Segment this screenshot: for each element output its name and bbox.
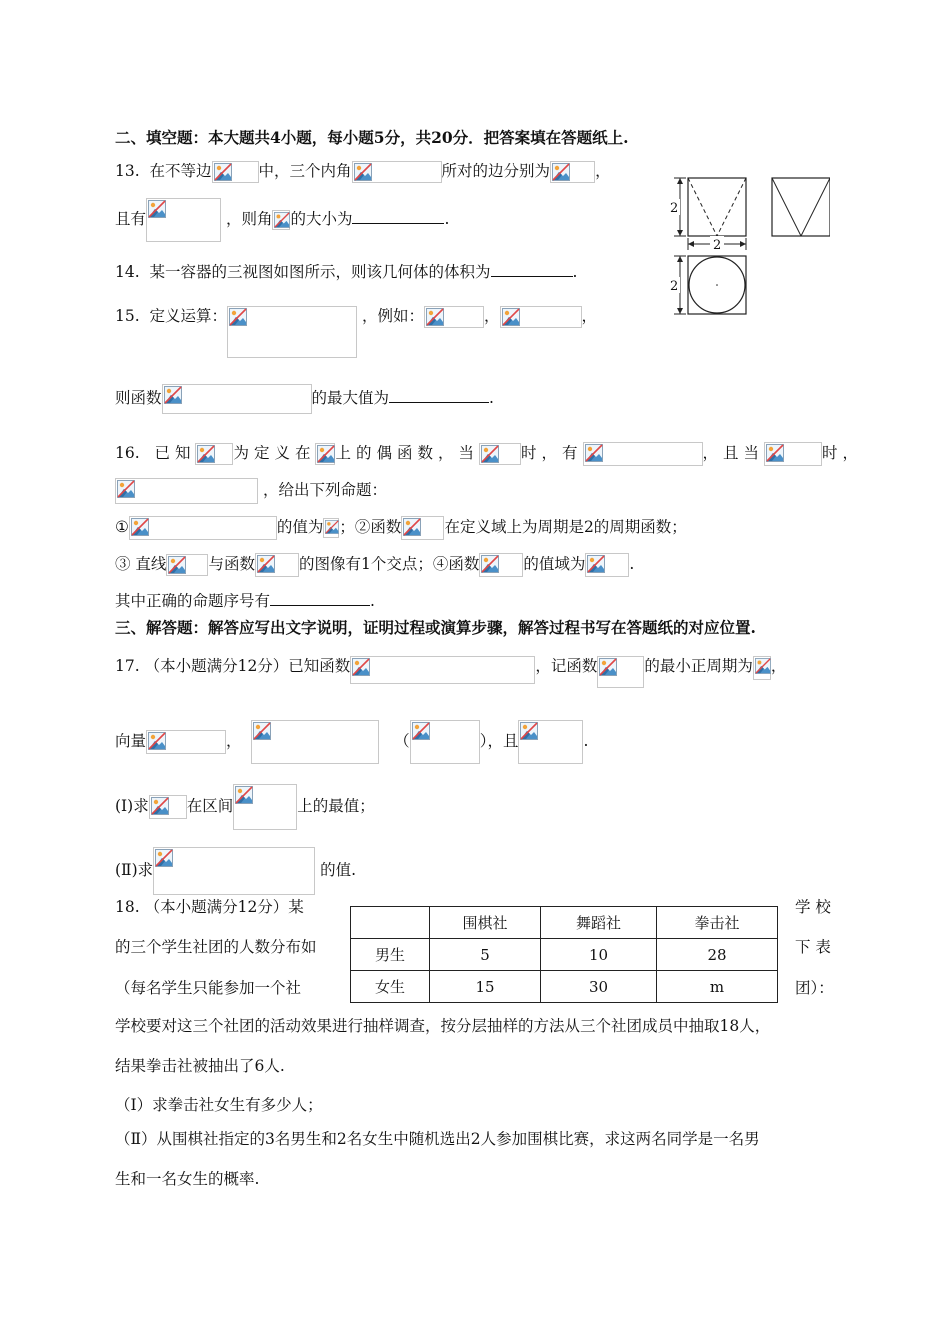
q16-text: . <box>370 592 375 610</box>
q16-text: 上的偶函数，当 <box>335 444 479 462</box>
q17-text: ， <box>226 732 242 750</box>
question-18-line-2: 的三个学生社团的人数分布如 <box>115 938 317 956</box>
table-header-cell: 拳击社 <box>657 907 778 939</box>
formula-image-icon <box>195 443 233 465</box>
question-15-line-1 <box>115 306 597 358</box>
q17-text: (Ⅱ)求 <box>115 861 154 879</box>
question-18-line-5: 结果拳击社被抽出了6人. <box>115 1057 285 1075</box>
three-view-figure <box>660 170 830 320</box>
table-cell: 10 <box>541 939 657 971</box>
q16-text: 时， <box>822 444 864 462</box>
formula-image-icon <box>115 478 258 504</box>
q17-text: 的最小正周期为 <box>644 657 753 675</box>
table-cell: m <box>657 971 778 1003</box>
q13-number: 13. <box>115 162 140 180</box>
q17-text: 向量 <box>115 732 147 750</box>
q16-text: 时，有 <box>520 444 583 462</box>
question-16-answer-line <box>115 589 375 611</box>
formula-image-icon <box>166 554 208 576</box>
formula-image-icon <box>597 656 644 688</box>
formula-image-icon <box>323 518 339 538</box>
question-18-line-3-right: 团）： <box>795 979 834 997</box>
table-cell: 30 <box>541 971 657 1003</box>
formula-image-icon <box>753 656 771 680</box>
section-2-heading: 二、填空题：本大题共4小题，每小题5分，共20分．把答案填在答题纸上. <box>115 128 629 147</box>
question-18-line-1-right: 学 校 <box>795 898 831 916</box>
formula-image-icon <box>518 720 583 764</box>
q17-text: . <box>583 732 589 750</box>
table-row <box>351 971 778 1003</box>
top-height-dimension: 2 <box>670 279 679 294</box>
q17-text: 17. （本小题满分12分）已知函数 <box>115 657 351 675</box>
table-cell: 男生 <box>351 939 430 971</box>
question-17-part-1 <box>115 784 375 830</box>
answer-blank[interactable] <box>389 386 489 403</box>
q17-text: （ <box>394 732 410 750</box>
question-18-line-3: （每名学生只能参加一个社 <box>115 979 302 997</box>
q13-text: . <box>444 210 450 228</box>
question-18-part-2-line-2: 生和一名女生的概率. <box>115 1170 260 1188</box>
q16-text: 在定义域上为周期是2的周期函数； <box>444 518 687 536</box>
table-header-cell <box>351 907 430 939</box>
formula-image-icon <box>550 161 595 183</box>
formula-image-icon <box>251 720 379 764</box>
answer-blank[interactable] <box>270 589 370 606</box>
question-14 <box>115 260 577 282</box>
table-header-row <box>351 907 778 939</box>
question-13-line-1 <box>115 161 611 183</box>
table-header-cell: 舞蹈社 <box>541 907 657 939</box>
q15-text: ， <box>483 307 500 325</box>
q16-text: 已知 <box>154 444 196 462</box>
q16-number: 16. <box>115 444 140 462</box>
question-17-line-1 <box>115 656 786 688</box>
q15-text: . <box>489 389 494 407</box>
q16-text: 的值域为 <box>523 555 586 573</box>
formula-image-icon <box>424 306 484 328</box>
q16-text: ① <box>115 518 129 536</box>
question-15-line-2 <box>115 384 494 414</box>
question-17-part-2 <box>115 847 356 895</box>
q13-text: 所对的边分别为 <box>441 162 551 180</box>
table-row <box>351 939 778 971</box>
table-cell: 5 <box>430 939 541 971</box>
formula-image-icon <box>227 306 357 358</box>
q16-text: 的值为 <box>276 518 324 536</box>
question-18-line-4: 学校要对这三个社团的活动效果进行抽样调查，按分层抽样的方法从三个社团成员中抽取18人， <box>115 1017 771 1035</box>
table-cell: 15 <box>430 971 541 1003</box>
q17-text: ），且 <box>479 732 519 750</box>
q15-text: 则函数 <box>115 389 162 407</box>
q14-text: 某一容器的三视图如图所示，则该几何体的体积为 <box>149 263 491 281</box>
formula-image-icon <box>212 161 259 183</box>
side-view <box>772 178 830 236</box>
q16-text: ③ 直线 <box>115 555 167 573</box>
q16-text: ，且当 <box>702 444 765 462</box>
formula-image-icon <box>500 306 582 328</box>
formula-image-icon <box>146 198 221 242</box>
q13-text: ，则角 <box>225 210 273 228</box>
q17-text: 上的最值； <box>297 797 375 815</box>
formula-image-icon <box>764 442 822 466</box>
q16-text: 为定义在 <box>233 444 316 462</box>
question-16-line-1 <box>115 442 863 466</box>
q17-text: (Ⅰ)求 <box>115 797 149 815</box>
formula-image-icon <box>401 516 444 540</box>
question-16-proposition-line-2 <box>115 553 634 577</box>
question-18-part-1: （Ⅰ）求拳击社女生有多少人； <box>115 1096 323 1114</box>
question-16-proposition-line-1 <box>115 516 687 540</box>
formula-image-icon <box>583 442 703 466</box>
front-view <box>688 178 746 236</box>
formula-image-icon <box>479 553 523 577</box>
q13-text: 且有 <box>115 210 147 228</box>
q15-text: 定义运算： <box>149 307 228 325</box>
question-13-line-2 <box>115 198 449 242</box>
q15-number: 15. <box>115 307 140 325</box>
q17-text: ，记函数 <box>535 657 598 675</box>
club-distribution-table <box>350 906 778 1003</box>
q16-text: 的图像有1个交点；④函数 <box>298 555 480 573</box>
q16-text: . <box>629 555 635 573</box>
q16-text: 其中正确的命题序号有 <box>115 592 271 610</box>
formula-image-icon <box>272 210 290 230</box>
q13-text: 的大小为 <box>290 210 353 228</box>
formula-image-icon <box>352 161 442 183</box>
table-header-cell: 围棋社 <box>430 907 541 939</box>
formula-image-icon <box>153 847 315 895</box>
q15-text: ， <box>581 307 598 325</box>
formula-image-icon <box>233 784 297 830</box>
question-17-line-2 <box>115 720 588 764</box>
answer-blank[interactable] <box>352 207 444 224</box>
question-18-line-1: 18. （本小题满分12分）某 <box>115 898 304 916</box>
front-height-dimension: 2 <box>670 201 679 216</box>
q14-text: . <box>572 263 578 281</box>
q13-text: ， <box>595 162 611 180</box>
q13-text: 中，三个内角 <box>258 162 352 180</box>
q15-text: ，例如： <box>361 307 424 325</box>
formula-image-icon <box>479 443 521 465</box>
formula-image-icon <box>149 795 187 819</box>
formula-image-icon <box>315 443 335 465</box>
answer-blank[interactable] <box>491 260 573 277</box>
q16-text: ，给出下列命题： <box>262 481 387 499</box>
q13-text: 在不等边 <box>149 162 212 180</box>
q16-text: ；②函数 <box>339 518 402 536</box>
section-3-heading: 三、解答题：解答应写出文字说明，证明过程或演算步骤，解答过程书写在答题纸的对应位置. <box>115 618 756 637</box>
question-16-line-2 <box>115 478 387 504</box>
table-cell: 28 <box>657 939 778 971</box>
table-cell: 女生 <box>351 971 430 1003</box>
formula-image-icon <box>410 720 480 764</box>
q17-text: ， <box>770 657 787 675</box>
q15-text: 的最大值为 <box>311 389 390 407</box>
formula-image-icon <box>129 516 277 540</box>
top-view <box>688 256 746 314</box>
formula-image-icon <box>350 656 535 684</box>
question-18-line-2-right: 下 表 <box>795 938 831 956</box>
formula-image-icon <box>162 384 312 414</box>
formula-image-icon <box>146 730 226 754</box>
question-18-part-2-line-1: （Ⅱ）从围棋社指定的3名男生和2名女生中随机选出2人参加围棋比赛，求这两名同学是一名男 <box>115 1130 760 1148</box>
q17-text: 的值. <box>320 861 357 879</box>
q17-text: 在区间 <box>186 797 234 815</box>
width-dimension: 2 <box>713 238 722 253</box>
q14-number: 14. <box>115 263 140 281</box>
formula-image-icon <box>585 553 629 577</box>
q16-text: 与函数 <box>208 555 255 573</box>
formula-image-icon <box>255 553 299 577</box>
